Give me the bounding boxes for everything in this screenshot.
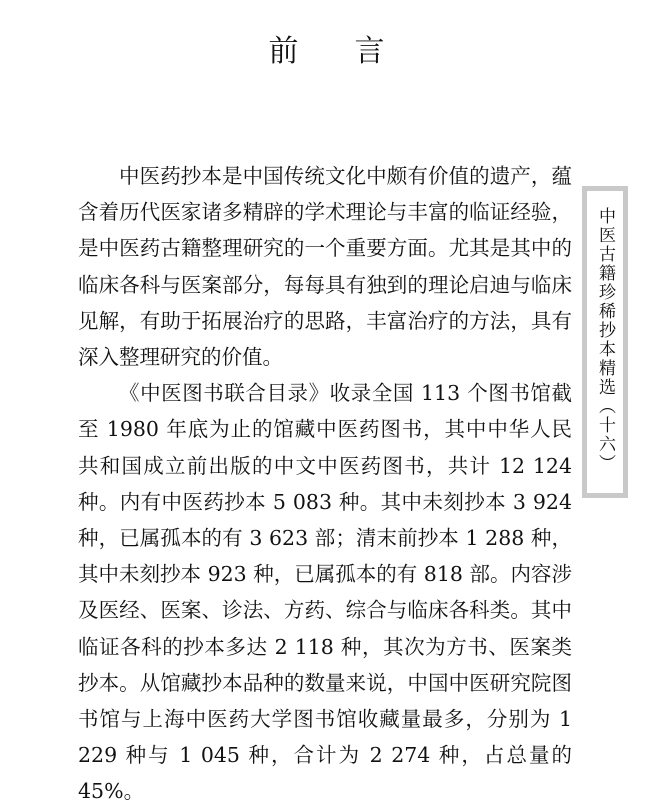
side-tab-frame (587, 191, 623, 493)
page-title: 前言 (268, 34, 441, 69)
book-series-side-tab (582, 186, 628, 498)
preface-paragraph-1: 中医药抄本是中国传统文化中颇有价值的遗产，蕴含着历代医家诸多精辟的学术理论与丰富的临证经验，是中医药古籍整理研究的一个重要方面。尤其是其中的临床各科与医案部分，每每具有独到的理论启迪与临床见解，有助于拓展治疗的思路，丰富治疗的方法，具有深入整理研究的价值。 (78, 164, 572, 370)
preface-body (78, 158, 572, 810)
preface-paragraph-2: 《中医图书联合目录》收录全国 113 个图书馆截至 1980 年底为止的馆藏中医药图书，其中中华人民共和国成立前出版的中文中医药图书，共计 12 124 种。内有中医药抄本 5 083 种。其中未刻抄本 3 924 种，已属孤本的有 3 623 部；清末前抄本 1 288 种，其中未刻抄本 923 种，已属孤本的有 818 部。内容涉及医经、医案、诊法、方药、综合与临床各科类。其中临证各科的抄本多达 2 118 种，其次为方书、医案类抄本。从馆藏抄本品种的数量来说，中国中医研究院图书馆与上海中医药大学图书馆收藏量最多，分别为 1 229 种与 1 045 种，合计为 2 274 种，占总量的 45%。 (78, 381, 572, 804)
series-title: 中医古籍珍稀抄本精选（十六） (595, 207, 615, 473)
